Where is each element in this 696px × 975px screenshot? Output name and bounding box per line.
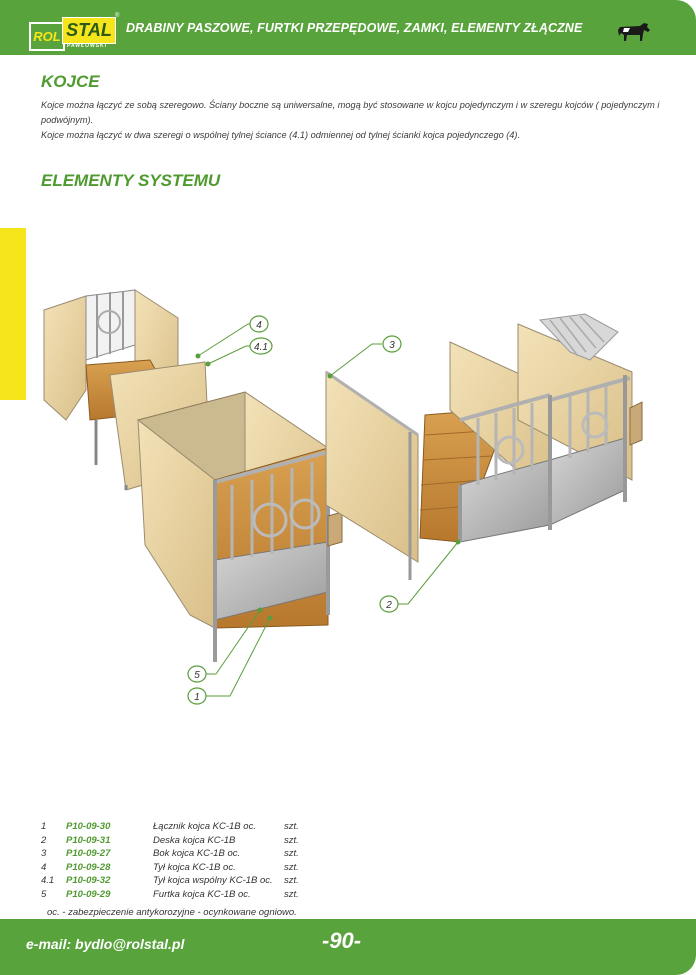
intro-paragraph-2: Kojce można łączyć w dwa szeregi o wspólnej tylnej ściance (4.1) odmiennej od tylnej ścianki kojca pojedynczego (4). bbox=[41, 130, 521, 140]
part-unit: szt. bbox=[284, 875, 299, 887]
part-code: P10-09-29 bbox=[66, 888, 111, 900]
logo-stal: STAL bbox=[62, 17, 116, 44]
part-description: Furtka kojca KC-1B oc. bbox=[153, 888, 251, 900]
pen-system-illustration bbox=[30, 280, 670, 720]
parts-list bbox=[38, 821, 338, 903]
part-description: Tył kojca wspólny KC-1B oc. bbox=[153, 875, 273, 887]
callout-label: 4.1 bbox=[254, 342, 268, 353]
callout-label: 1 bbox=[194, 692, 200, 703]
parts-row bbox=[38, 848, 338, 862]
part-description: Tył kojca KC-1B oc. bbox=[153, 861, 236, 873]
part-unit: szt. bbox=[284, 848, 299, 860]
part-code: P10-09-27 bbox=[66, 848, 111, 860]
part-number: 3 bbox=[41, 848, 47, 860]
logo-registered-mark: ® bbox=[115, 13, 120, 19]
parts-row bbox=[38, 821, 338, 835]
part-unit: szt. bbox=[284, 821, 299, 832]
cow-icon bbox=[616, 21, 652, 43]
callout-label: 3 bbox=[389, 340, 395, 351]
section-subtitle: ELEMENTY SYSTEMU bbox=[41, 171, 221, 190]
section-title: KOJCE bbox=[41, 72, 100, 91]
page-header bbox=[0, 0, 696, 55]
logo-subtitle: PAWŁOWSKI bbox=[67, 43, 108, 49]
part-code: P10-09-30 bbox=[66, 821, 111, 832]
intro-paragraph-1: Kojce można łączyć ze sobą szeregowo. Ściany boczne są uniwersalne, mogą być stosowane w kojcu pojedynczym i w szeregu kojców ( pojedynczym i podwójnym). bbox=[41, 100, 660, 125]
pen-single-front bbox=[138, 392, 342, 662]
part-description: Deska kojca KC-1B bbox=[153, 834, 236, 846]
pen-row-double bbox=[420, 314, 642, 542]
part-number: 1 bbox=[41, 821, 47, 832]
part-number: 2 bbox=[41, 834, 47, 846]
rolstal-logo bbox=[29, 13, 120, 49]
email-link[interactable]: e-mail: bydlo@rolstal.pl bbox=[26, 936, 185, 952]
logo-rol: ROL bbox=[29, 22, 65, 51]
part-unit: szt. bbox=[284, 888, 299, 900]
part-number: 5 bbox=[41, 888, 47, 900]
finish-note: oc. - zabezpieczenie antykorozyjne - ocynkowane ogniowo. bbox=[47, 907, 297, 918]
part-description: Łącznik kojca KC-1B oc. bbox=[153, 821, 256, 832]
parts-row bbox=[38, 862, 338, 876]
part-unit: szt. bbox=[284, 861, 299, 873]
callout-label: 2 bbox=[386, 600, 392, 611]
part-code: P10-09-28 bbox=[66, 861, 111, 873]
side-panel-standalone bbox=[326, 372, 418, 580]
callout-label: 4 bbox=[256, 320, 262, 331]
part-number: 4.1 bbox=[41, 875, 55, 887]
intro-text bbox=[41, 98, 671, 143]
callout-label: 5 bbox=[194, 670, 200, 681]
part-unit: szt. bbox=[284, 834, 299, 846]
part-code: P10-09-31 bbox=[66, 834, 111, 846]
header-title: DRABINY PASZOWE, FURTKI PRZEPĘDOWE, ZAMKI, ELEMENTY ZŁĄCZNE bbox=[126, 21, 583, 35]
parts-row bbox=[38, 875, 338, 889]
part-description: Bok kojca KC-1B oc. bbox=[153, 848, 241, 860]
part-number: 4 bbox=[41, 861, 47, 873]
part-code: P10-09-32 bbox=[66, 875, 111, 887]
parts-row bbox=[38, 889, 338, 903]
parts-row bbox=[38, 835, 338, 849]
page-footer bbox=[0, 919, 696, 975]
side-tab bbox=[0, 228, 26, 400]
page-number: -90- bbox=[322, 928, 362, 953]
